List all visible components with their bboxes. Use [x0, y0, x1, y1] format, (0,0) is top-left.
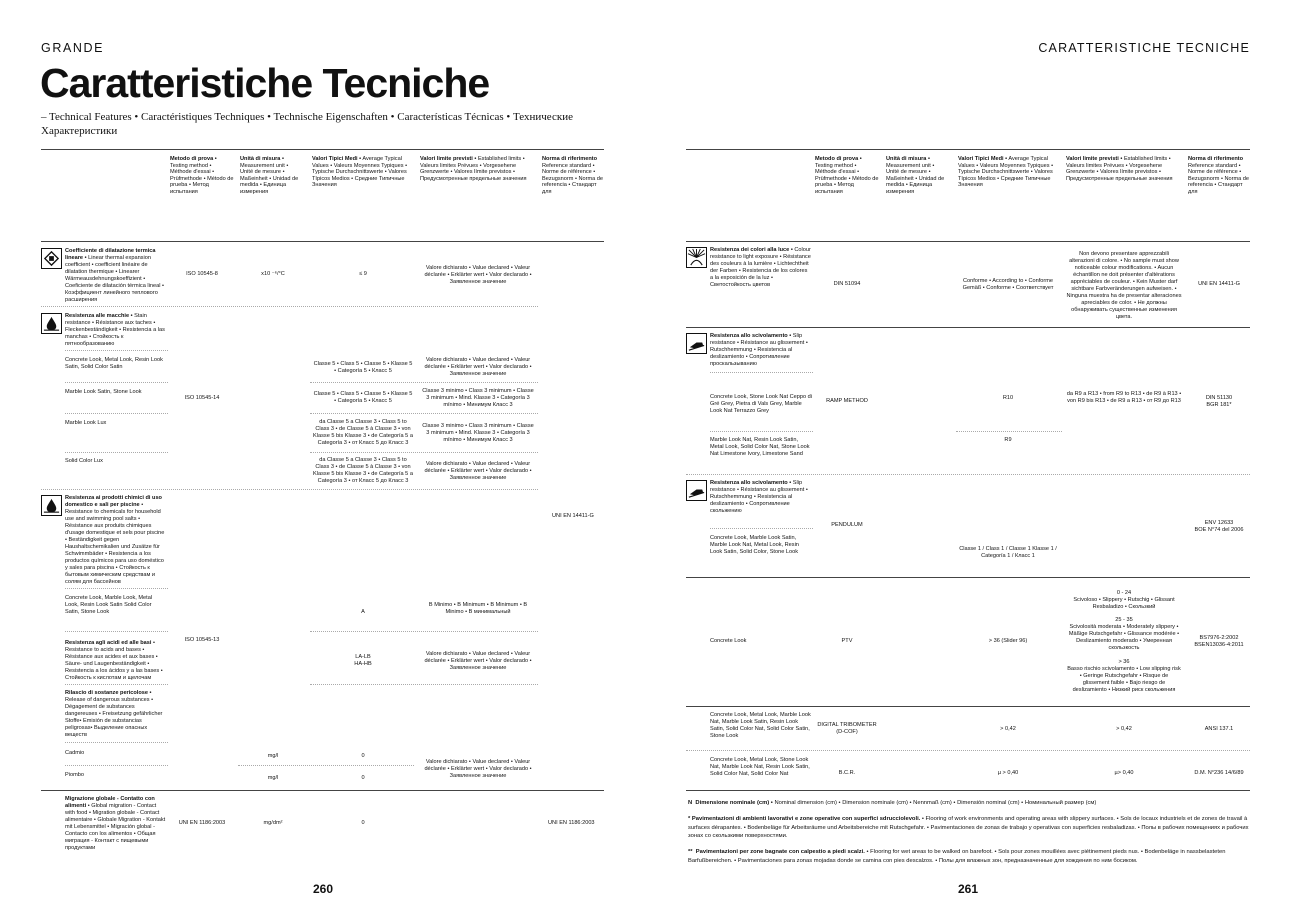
page-subtitle: [41, 110, 573, 138]
ptv-method: PTV: [841, 638, 853, 644]
subtitle-line-1: – Technical Features • Caractéristiques Techniques • Technische Eigenschaften • Características Técnicas • Технические: [41, 111, 573, 123]
migration-method: UNI EN 1186:2003: [178, 820, 226, 826]
note-star: * Pavimentazioni di ambienti lavorativi e zone operative con superfici sdrucciolevoli. • Flooring of work environments and operating areas with slippery surfaces. • Sols de locaux industriels et de zones de travail à surfaces dérapantes. • Bodenbeläge für Arbeitsräume und Arbeitsbereiche mit Rutschgefahr. • Pavimentaciones de zonas de trabajo y operativas con superficies resbaladizas. • Полы в рабочих помещениях и рабочих зонах со скользкими поверхностями.: [688, 816, 1249, 839]
sun-light-icon: [686, 247, 707, 268]
dangerous-row-1-unit: mg/l: [267, 753, 279, 759]
migration-typical: 0: [361, 820, 365, 826]
chemical-norm: UNI EN 14411-G: [552, 513, 594, 519]
stain-row-3-typical: da Classe 5 a Classe 3 • Class 5 to Class 3 • de Classe 5 à Classe 3 • von Klasse 5 bis Klasse 3 • de Categoría 5 a Categoría 3 • от Класс 5 до Класс 3: [313, 419, 413, 446]
running-title: CARATTERISTICHE TECNICHE: [1038, 41, 1250, 55]
slip2-row-name: Concrete Look, Marble Look Satin, Marble Look Nat, Metal Look, Resin Look Satin, Solid Color, Stone Look: [710, 535, 799, 555]
stain-row-4-limit: Valore dichiarato • Value declared • Valeur déclarée • Erklärter wert • Valor declarado • Заявленное значение: [424, 461, 532, 481]
dcof-limit: > 0,42: [1116, 726, 1132, 732]
ptv-limit-2: 25 - 35 Scivolosità moderata • Moderately slippery • Mäßige Rutschgefahr • Glissance modérée • Deslizamiento moderado • Умеренная скользкость: [1068, 617, 1180, 651]
stain-row-1-limit: Valore dichiarato • Value declared • Valeur déclarée • Erklärter wert • Valor declarado • Заявленное значение: [424, 357, 532, 377]
col-header-unit: Unità di misura • Measurement unit • Unité de mesure • Maßeinheit • Unidad de medida • Единица измерения: [240, 156, 299, 195]
slip1-row-2-name: Marble Look Nat, Resin Look Satin, Metal Look, Solid Color Nat, Stone Look Nat Limestone Ivory, Limestone Sand: [710, 437, 810, 457]
color-method: DIN 51094: [833, 281, 861, 287]
stain-row-2-typical: Classe 5 • Class 5 • Classe 5 • Klasse 5 • Categoría 5 • Класс 5: [313, 391, 413, 404]
stain-row-1-typical: Classe 5 • Class 5 • Classe 5 • Klasse 5 • Categoría 5 • Класс 5: [313, 361, 413, 374]
dcof-typical: > 0,42: [1000, 726, 1016, 732]
page-number-right: 261: [957, 882, 979, 896]
note-nominal: N Dimensione nominale (cm) • Nominal dimension (cm) • Dimension nominale (cm) • Nennmaß (cm) • Dimensión nominal (cm) • Номинальный размер (см): [688, 800, 1097, 806]
slip2-typical: Classe 1 / Class 1 / Classe 1 Klasse 1 / Categoría 1 / Класс 1: [959, 546, 1057, 559]
migration-title: Migrazione globale - Contatto con alimenti • Global migration - Contact with food • Migration globale - Contact alimentaire • Globale Migration - Kontakt mit Lebensmittel • Migración global - Contacto con los alimentos • Общая миграция - Контакт с пищевыми продуктами: [65, 796, 166, 851]
page-number-left: 260: [312, 882, 334, 896]
color-norm: UNI EN 14411-G: [1198, 281, 1240, 287]
bcr-typical: µ > 0,40: [997, 770, 1019, 776]
thermal-method: ISO 10545-8: [186, 271, 218, 277]
slip-shoe-icon: [686, 480, 707, 501]
subtitle-line-2: Характеристики: [41, 125, 118, 137]
brand-name: GRANDE: [41, 41, 105, 55]
thermal-limit: Valore dichiarato • Value declared • Valeur déclarée • Erklärter wert • Valor declarado • Заявленное значение: [424, 265, 532, 285]
stain-row-2-limit: Classe 3 minimo • Class 3 minimum • Classe 3 minimum • Mind. Klasse 3 • Categoría 3 mínimo • Минимум Класс 3: [422, 388, 534, 408]
slip-shoe-icon: [686, 333, 707, 354]
dangerous-row-1-name: Cadmio: [65, 750, 85, 756]
slip1-row-1-name: Concrete Look, Stone Look Nat Ceppo di Gré Grey, Pietra di Vals Grey, Marble Look Nat Terrazzo Grey: [710, 394, 812, 414]
chemical-title: Resistenza ai prodotti chimici di uso domestico e sali per piscine • Resistance to chemicals for household use and swimming pool salts • Résistance aux produits chimiques d'usage domestique et sels pour piscine • Beständigkeit gegen Haushaltschemikalien und Zusätze für Schwimmbäder • Resistencia a los productos químicos para uso doméstico y sales para piscina • Стойкость к бытовым химическим средствам и солям для бассейнов: [65, 495, 165, 585]
color-title: Resistenza dei colori alla luce • Colour resistance to light exposure • Résistance des couleurs à la lumière • Lichtechtheit der Farben • Resistencia de los colores a la exposición de la luz • Светостойкость цветов: [710, 247, 811, 288]
ptv-typical: > 36 (Slider 96): [988, 638, 1028, 644]
dangerous-row-2-typical: 0: [361, 775, 365, 781]
migration-norm: UNI EN 1186:2003: [548, 820, 595, 826]
stain-row-4-typical: da Classe 5 a Classe 3 • Class 5 to Class 3 • de Classe 5 à Classe 3 • von Klasse 5 bis Klasse 3 • de Categoría 5 a Categoría 3 • от Класс 5 до Класс 3: [313, 457, 413, 484]
stain-drop-icon: [41, 313, 62, 334]
thermal-unit: x10 ⁻⁶/°C: [261, 271, 285, 277]
chemical-drop-icon: [41, 495, 62, 516]
dangerous-row-1-typical: 0: [361, 753, 365, 759]
chemical-limit: B Minimo • B Minimum • B Minimum • B Minimo • B минимальный: [428, 602, 528, 615]
col-header-method: Metodo di prova • Testing method • Méthode d'essai • Prüfmethode • Método de prueba • Метод испытания: [170, 156, 234, 195]
dangerous-title: Rilascio di sostanze pericolose • Release of dangerous substances • Dégagement de substances dangereuses • Freisetzung gefährlicher Stoffe• Emisión de substancias peligrosas• Выделение опасных веществ: [65, 690, 163, 738]
stain-row-4-name: Solid Color Lux: [65, 458, 103, 464]
stain-method: ISO 10545-14: [184, 395, 220, 401]
slip2-norm: ENV 12633 BOE N°74 del 2006: [1194, 520, 1244, 533]
col-header-norm-r: Norma di riferimento Reference standard • Norme de référence • Bezugsnorm • Norma de referencia • Стандарт для: [1188, 156, 1250, 195]
col-header-limits-r: Valori limite previsti • Established limits • Valeurs limites Prévues • Vorgesehene Grenzwerte • Valores límite previstos • Предусмотренные предельные значения: [1066, 156, 1173, 182]
bcr-norm: D.M. N°236 14/6/89: [1194, 770, 1244, 776]
acid-typical: LA-LB HA-HB: [354, 654, 372, 667]
slip1-limit: da R9 a R13 • from R9 to R13 • de R9 à R13 • von R9 bis R13 • de R9 a R13 • от R9 до R13: [1066, 391, 1182, 404]
dcof-norm: ANSI 137.1: [1204, 726, 1234, 732]
note-double-star: ** Pavimentazioni per zone bagnate con calpestio a piedi scalzi. • Flooring for wet areas to be walked on barefoot. • Sols pour zones mouillées avec piétinement pieds nus. • Bodenbeläge in nassbelasteten Barfußbereichen. • Pavimentaciones para zonas mojadas donde se camina con pies descalzos. • Полы для влажных зон, предназначенные для хождения по ним босиком.: [688, 849, 1226, 864]
slip1-method: RAMP METHOD: [826, 398, 868, 404]
slip1-row-1-typical: R10: [1002, 395, 1014, 401]
slip2-method: PENDULUM: [831, 522, 863, 528]
acid-limit: Valore dichiarato • Value declared • Valeur déclarée • Erklärter wert • Valor declarado • Заявленное значение: [424, 651, 532, 671]
slip2-title: Resistenza allo scivolamento • Slip resistance • Résistance au glissement • Rutschhemmung • Resistencia al deslizamiento • Сопротивление скольжению: [710, 480, 808, 514]
acid-title: Resistenza agli acidi ed alle basi • Resistance to acids and bases • Résistance aux acides et aux bases • Säure- und Laugenbeständigkeit • Resistencia a los ácidos y a las bases • Стойкость к кислотам и щелочам: [65, 640, 163, 681]
slip1-norm: DIN 51130 BGR 181*: [1205, 395, 1233, 408]
ptv-limit-3: > 36 Basso rischio scivolamento • Low slipping risk • Geringe Rutschgefahr • Risque de glissement faible • Bajo riesgo de deslizamiento • Низкий риск скольжения: [1067, 659, 1181, 693]
thermal-typical: ≤ 9: [359, 271, 367, 277]
ptv-norm: BS7976-2:2002 BSEN13036-4:2011: [1194, 635, 1244, 648]
col-header-typical: Valori Tipici Medi • Average Typical Values • Valeurs Moyennes Typiques • Typische Durchschnittswerte • Valores Típicos Medios • Средние Типичные Значения: [312, 156, 408, 189]
chemical-method: ISO 10545-13: [184, 637, 220, 643]
bcr-limit: µ> 0,40: [1114, 770, 1134, 776]
stain-row-3-limit: Classe 3 minimo • Class 3 minimum • Classe 3 minimum • Mind. Klasse 3 • Categoría 3 mínimo • Минимум Класс 3: [422, 423, 534, 443]
slip1-row-2-typical: R9: [1004, 437, 1012, 443]
dcof-method: DIGITAL TRIBOMETER (D-COF): [817, 722, 877, 735]
chemical-row-name: Concrete Look, Marble Look, Metal Look, Resin Look Satin Solid Color Satin, Stone Look: [65, 595, 153, 615]
migration-unit: mg/dm²: [263, 820, 283, 826]
page-title: Caratteristiche Tecniche: [40, 60, 490, 106]
dangerous-row-2-name: Piombo: [65, 772, 84, 778]
stain-title: Resistenza alle macchie • Stain resistance • Résistance aux taches • Fleckenbeständigkeit • Resistencia a las manchas • Стойкость к пятнообразованию: [65, 313, 165, 347]
dcof-name: Concrete Look, Metal Look, Marble Look Nat, Marble Look Satin, Resin Look Satin, Solid Color Nat, Solid Color Satin, Stone Look: [710, 712, 811, 739]
bcr-method: B.C.R.: [838, 770, 856, 776]
dangerous-limit: Valore dichiarato • Value declared • Valeur déclarée • Erklärter wert • Valor declarado • Заявленное значение: [424, 759, 532, 779]
col-header-norm: Norma di riferimento Reference standard • Norme de référence • Bezugsnorm • Norma de referencia • Стандарт для: [542, 156, 604, 195]
thermal-title: Coefficiente di dilatazione termica lineare • Linear thermal expansion coefficient • coefficient linéaire de dilatation thermique • Linearer Wärmeausdehnungskoeffizient • Coeficiente de dilatación térmica lineal • Коэффициент линейного теплового расширения: [65, 248, 164, 303]
stain-row-2-name: Marble Look Satin, Stone Look: [65, 389, 142, 395]
chemical-typical: A: [361, 609, 365, 615]
col-header-unit-r: Unità di misura • Measurement unit • Unité de mesure • Maßeinheit • Unidad de medida • Единица измерения: [886, 156, 945, 195]
stain-row-3-name: Marble Look Lux: [65, 420, 107, 426]
thermal-expansion-icon: [41, 248, 62, 269]
col-header-typical-r: Valori Tipici Medi • Average Typical Values • Valeurs Moyennes Typiques • Typische Durchschnittswerte • Valores Típicos Medios • Средние Типичные Значения: [958, 156, 1054, 189]
col-header-method-r: Metodo di prova • Testing method • Méthode d'essai • Prüfmethode • Método de prueba • Метод испытания: [815, 156, 879, 195]
ptv-name: Concrete Look: [710, 638, 747, 644]
dangerous-row-2-unit: mg/l: [267, 775, 279, 781]
slip1-title: Resistenza allo scivolamento • Slip resistance • Résistance au glissement • Rutschhemmung • Resistencia al deslizamiento • Сопротивление проскальзыванию: [710, 333, 808, 367]
ptv-limit-1: 0 - 24 Scivoloso • Slippery • Rutschig • Glissant Resbaladizo • Скользкий: [1073, 590, 1175, 610]
color-typical: Conforme • According to • Conforme Gemäß • Conforme • Соответствует: [962, 278, 1054, 291]
bcr-name: Concrete Look, Metal Look, Stone Look Nat, Marble Look Nat, Resin Look Satin, Solid Color Nat, Solid Color Nat: [710, 757, 810, 777]
stain-row-1-name: Concrete Look, Metal Look, Resin Look Satin, Solid Color Satin: [65, 357, 163, 370]
color-limit: Non devono presentare apprezzabili alterazioni di colore. • No sample must show noticeable colour modifications. • Aucun échantillon ne doit présenter d'altérations appréciables de couleur. • Kein Muster darf sichtbare Farbveränderungen aufweisen. • Ninguna muestra ha de presentar alteraciones apreciables de color. • Не должны обнаруживать существенные изменения цвета.: [1066, 251, 1182, 320]
col-header-limits: Valori limite previsti • Established limits • Valeurs limites Prévues • Vorgesehene Grenzwerte • Valores límite previstos • Предусмотренные предельные значения: [420, 156, 527, 182]
